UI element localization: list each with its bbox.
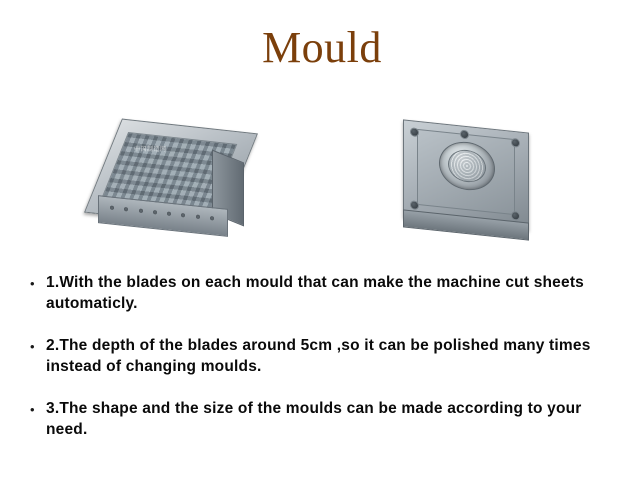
list-item xyxy=(30,398,622,440)
bullet-marker-icon: • xyxy=(30,339,35,354)
page-title: Mould xyxy=(262,23,382,72)
bullet-text: 2.The depth of the blades around 5cm ,so it can be polished many times instead of changing moulds. xyxy=(46,337,591,375)
list-item xyxy=(30,272,622,314)
bullet-text: 1.With the blades on each mould that can make the machine cut sheets automaticly. xyxy=(46,274,585,312)
bullet-marker-icon: • xyxy=(30,276,35,291)
bullet-marker-icon: • xyxy=(30,402,35,417)
image-row xyxy=(0,108,644,258)
bullet-list xyxy=(30,272,622,461)
watermark-top-text: 中国制造网 xyxy=(134,147,167,153)
mould-photo-left xyxy=(92,116,252,256)
bullet-text: 3.The shape and the size of the moulds can be made according to your need. xyxy=(46,400,582,438)
watermark-bottom-text: www.hc360.com xyxy=(122,240,173,246)
list-item xyxy=(30,335,622,377)
mould-photo-right xyxy=(395,118,535,248)
mould-left-illustration xyxy=(92,116,252,256)
